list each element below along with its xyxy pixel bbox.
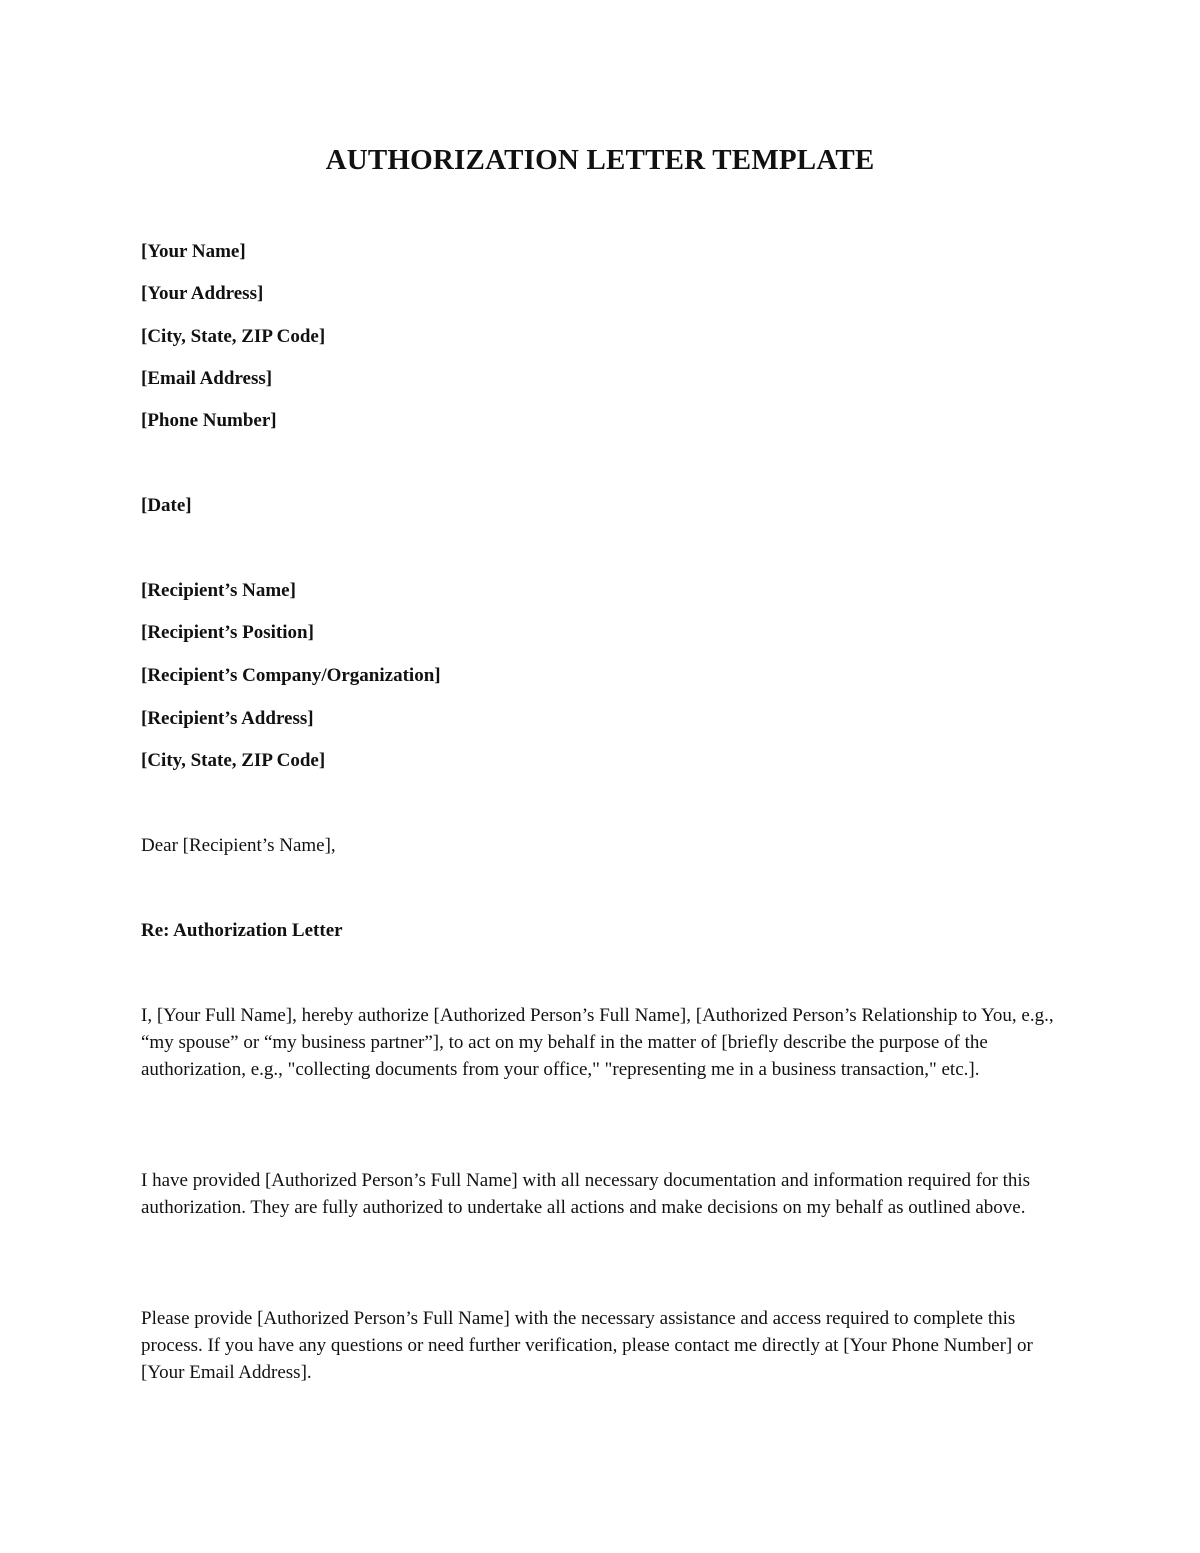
body-paragraph: Please provide [Authorized Person’s Full Name] with the necessary assistance and access required to complete this process. If you have any questions or need further verification, please contact me directly at [Your Phone Number] or [Your Email Address]. — [141, 1308, 1033, 1383]
sender-address: [Your Address] — [141, 283, 264, 304]
sender-email: [Email Address] — [141, 368, 273, 389]
recipient-position: [Recipient’s Position] — [141, 622, 314, 643]
salutation: Dear [Recipient’s Name], — [141, 835, 336, 856]
letter-date: [Date] — [141, 495, 192, 516]
recipient-company: [Recipient’s Company/Organization] — [141, 665, 441, 686]
body-paragraph: I, [Your Full Name], hereby authorize [Authorized Person’s Full Name], [Authorized Person’s Relationship to You, e.g., “my spouse” or “my business partner”], to act on my behalf in the matter of [briefly describe the purpose of the authorization, e.g., "collecting documents from your office," "representing me in a business transaction," etc.]. — [141, 1005, 1054, 1080]
sender-city-state-zip: [City, State, ZIP Code] — [141, 326, 326, 347]
recipient-city-state-zip: [City, State, ZIP Code] — [141, 750, 326, 771]
recipient-address: [Recipient’s Address] — [141, 708, 314, 729]
document-title: AUTHORIZATION LETTER TEMPLATE — [325, 144, 875, 176]
subject-line: Re: Authorization Letter — [141, 920, 343, 941]
sender-phone: [Phone Number] — [141, 410, 277, 431]
sender-name: [Your Name] — [141, 241, 246, 262]
body-paragraph: I have provided [Authorized Person’s Full Name] with all necessary documentation and information required for this authorization. They are fully authorized to undertake all actions and make decisions on my behalf as outlined above. — [141, 1170, 1031, 1218]
recipient-name: [Recipient’s Name] — [141, 580, 296, 601]
